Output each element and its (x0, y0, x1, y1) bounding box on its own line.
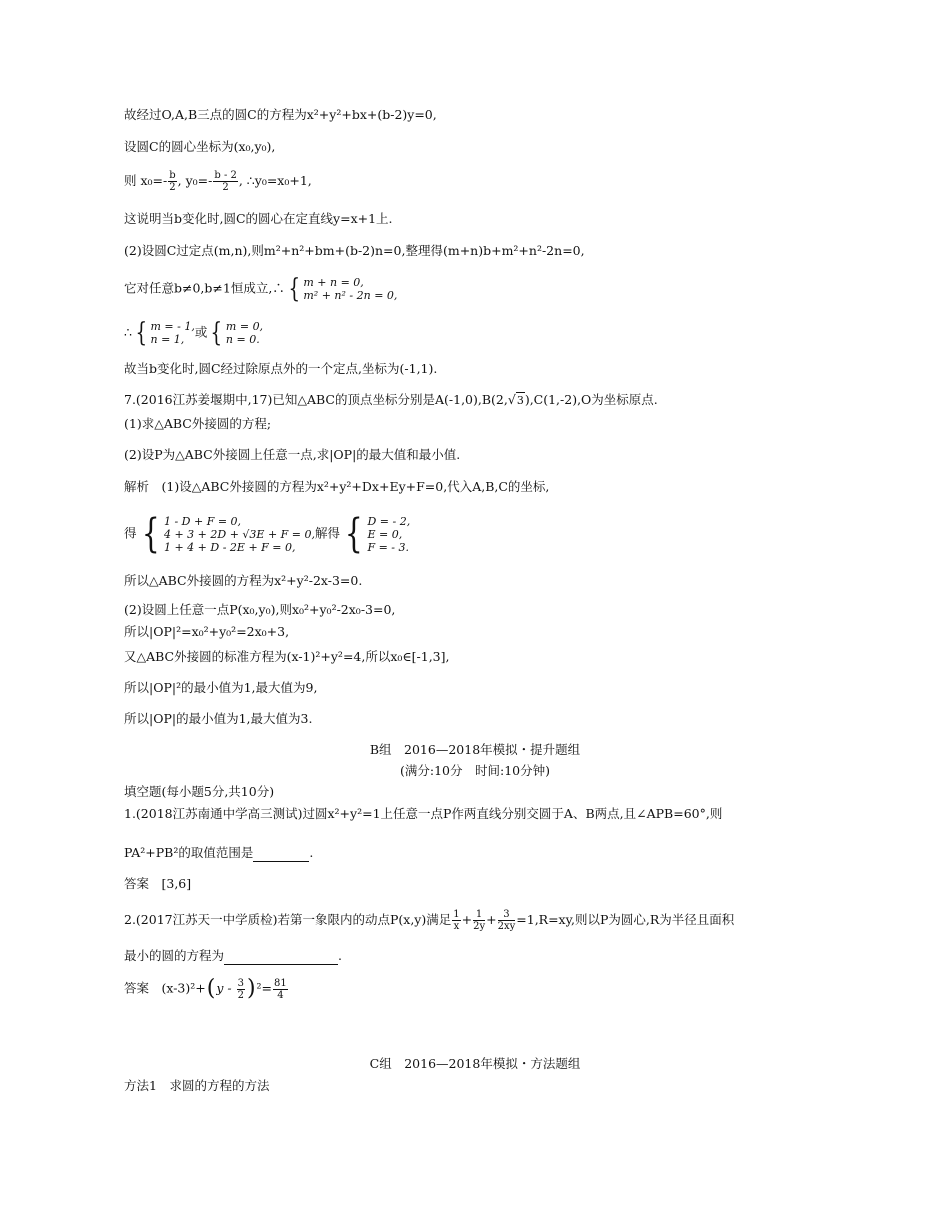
equation: m² + n² - 2n = 0, (303, 289, 398, 302)
problem-statement: 1.(2018江苏南通中学高三测试)过圆x²+y²=1上任意一点P作两直线分别交圆于A、B两点,且∠APB=60°,则 (124, 806, 723, 821)
equation: D = - 2, (367, 514, 411, 528)
equation: F = - 3. (367, 540, 410, 554)
text-fragment: . (338, 948, 342, 963)
left-brace: { (141, 511, 160, 557)
text-line: 这说明当b变化时,圆C的圆心在定直线y=x+1上. (124, 211, 393, 226)
text-fragment: ),C(1,-2),O为坐标原点. (524, 392, 658, 407)
equation: 1 - D + F = 0, (163, 514, 242, 528)
equation: 1 + 4 + D - 2E + F = 0, (163, 540, 296, 554)
equation-system (226, 320, 263, 346)
denominator: 4 (277, 989, 284, 1001)
text-line: (2)设P为△ABC外接圆上任意一点,求|OP|的最大值和最小值. (124, 447, 461, 462)
equation: 4 + 3 + 2D + √3E + F = 0, (163, 527, 315, 541)
fraction (452, 909, 460, 932)
numerator: b - 2 (214, 170, 237, 181)
problem-statement: 7.(2016江苏姜堰期中,17)已知△ABC的顶点坐标分别是A(-1,0),B(2,√3),C(1,-2),O为坐标原点. (124, 392, 658, 407)
numerator: b (169, 170, 176, 181)
system-line (124, 320, 263, 346)
text-fragment: y - (216, 980, 236, 996)
text-fragment: , ∴y₀=x₀+1, (238, 173, 312, 188)
numerator: 1 (453, 909, 460, 920)
denominator: x (453, 921, 460, 932)
left-paren: ( (206, 976, 216, 1001)
formula-line (124, 170, 312, 193)
text-fragment: 则 x₀=- (124, 173, 168, 188)
fraction (237, 978, 245, 1001)
numerator: 3 (498, 909, 516, 921)
left-brace: { (210, 318, 223, 348)
text-fragment: =1,R=xy,则以P为圆心,R为半径且面积 (516, 912, 735, 927)
numerator: 3 (237, 977, 244, 989)
text-line: 故经过O,A,B三点的圆C的方程为x²+y²+bx+(b-2)y=0, (124, 107, 437, 122)
answer-blank (253, 845, 309, 862)
numerator: 81 (274, 977, 287, 989)
text-line: 解析 (1)设△ABC外接圆的方程为x²+y²+Dx+Ey+F=0,代入A,B,C的坐标, (124, 479, 550, 494)
left-brace: { (135, 318, 148, 348)
text-line: 填空题(每小题5分,共10分) (124, 784, 275, 799)
text-line: 所以|OP|²=x₀²+y₀²=2x₀+3, (124, 624, 290, 639)
text-fragment: 7.(2016江苏姜堰期中,17)已知△ABC的顶点坐标分别是A(-1,0),B(2, (124, 392, 508, 407)
text-fragment: . (309, 845, 314, 860)
text-line: (2)设圆上任意一点P(x₀,y₀),则x₀²+y₀²-2x₀-3=0, (124, 602, 396, 617)
text-fragment: , y₀=- (177, 173, 213, 188)
denominator: 2y (473, 921, 486, 932)
answer-line (124, 976, 289, 1002)
equation: n = 0. (225, 333, 260, 346)
text-fragment: 2.(2017江苏天一中学质检)若第一象限内的动点P(x,y)满足 (124, 912, 452, 927)
fraction (213, 170, 238, 193)
denominator: 2 (222, 182, 229, 193)
equation-system (151, 320, 195, 346)
answer-blank (224, 948, 338, 965)
left-brace: { (344, 511, 363, 557)
text-line: (2)设圆C过定点(m,n),则m²+n²+bm+(b-2)n=0,整理得(m+n)b+m²+n²-2n=0, (124, 243, 585, 258)
equation: m + n = 0, (303, 276, 364, 289)
section-heading: B组 2016—2018年模拟・提升题组 (369, 742, 581, 757)
numerator: 1 (473, 909, 485, 921)
fraction (168, 170, 176, 193)
text-fragment: ∴ (124, 324, 132, 340)
sqrt-radicand: 3 (516, 394, 524, 407)
text-line: 又△ABC外接圆的标准方程为(x-1)²+y²=4,所以x₀∈[-1,3], (124, 649, 450, 664)
system-line (124, 511, 411, 557)
text-fragment: 得 (124, 525, 137, 541)
text-line: 设圆C的圆心坐标为(x₀,y₀), (124, 139, 276, 154)
fraction (498, 909, 516, 932)
problem-statement: 2.(2017江苏天一中学质检)若第一象限内的动点P(x,y)满足 $\frac{1}{x}$ + $\frac{1}{2y}$ + $\frac{3}{2xy}$ =1,R=xy,则以P为圆心,R为半径且面积 (124, 909, 735, 932)
method-heading: 方法1 求圆的方程的方法 (124, 1078, 270, 1093)
equation-system (367, 515, 410, 554)
system-line (124, 276, 397, 302)
text-fragment: PA²+PB²的取值范围是 (124, 845, 254, 860)
text-line: 所以|OP|的最小值为1,最大值为3. (124, 711, 313, 726)
equation: n = 1, (150, 333, 185, 346)
section-heading: C组 2016—2018年模拟・方法题组 (369, 1056, 581, 1071)
equation: m = 0, (225, 320, 264, 333)
section-subheading: (满分:10分 时间:10分钟) (400, 763, 550, 778)
denominator: 2 (169, 182, 176, 193)
denominator: 2 (237, 989, 244, 1001)
equation-system (164, 515, 315, 554)
text-line: 故当b变化时,圆C经过除原点外的一个定点,坐标为(-1,1). (124, 361, 438, 376)
fill-in-line (124, 948, 342, 965)
text-line: (1)求△ABC外接圆的方程; (124, 416, 272, 431)
left-brace: { (288, 274, 300, 304)
denominator: 2xy (497, 921, 516, 932)
fraction (473, 909, 485, 932)
text-fragment: 解得 (315, 525, 341, 541)
answer-line: 答案 [3,6] (124, 876, 192, 891)
equation: m = - 1, (150, 320, 195, 333)
fraction (273, 978, 288, 1001)
text-fragment: ²= (256, 980, 273, 996)
text-fragment: 它对任意b≠0,b≠1恒成立,∴ (124, 280, 285, 296)
right-paren: ) (246, 976, 256, 1001)
text-fragment: 最小的圆的方程为 (124, 948, 225, 963)
text-line: 所以△ABC外接圆的方程为x²+y²-2x-3=0. (124, 573, 363, 588)
equation-system (303, 276, 397, 302)
equation: E = 0, (367, 527, 403, 541)
fill-in-line (124, 845, 313, 862)
text-line: 所以|OP|²的最小值为1,最大值为9, (124, 680, 318, 695)
text-fragment: 或 (194, 324, 208, 340)
text-fragment: 答案 (x-3)²+ (124, 980, 206, 996)
